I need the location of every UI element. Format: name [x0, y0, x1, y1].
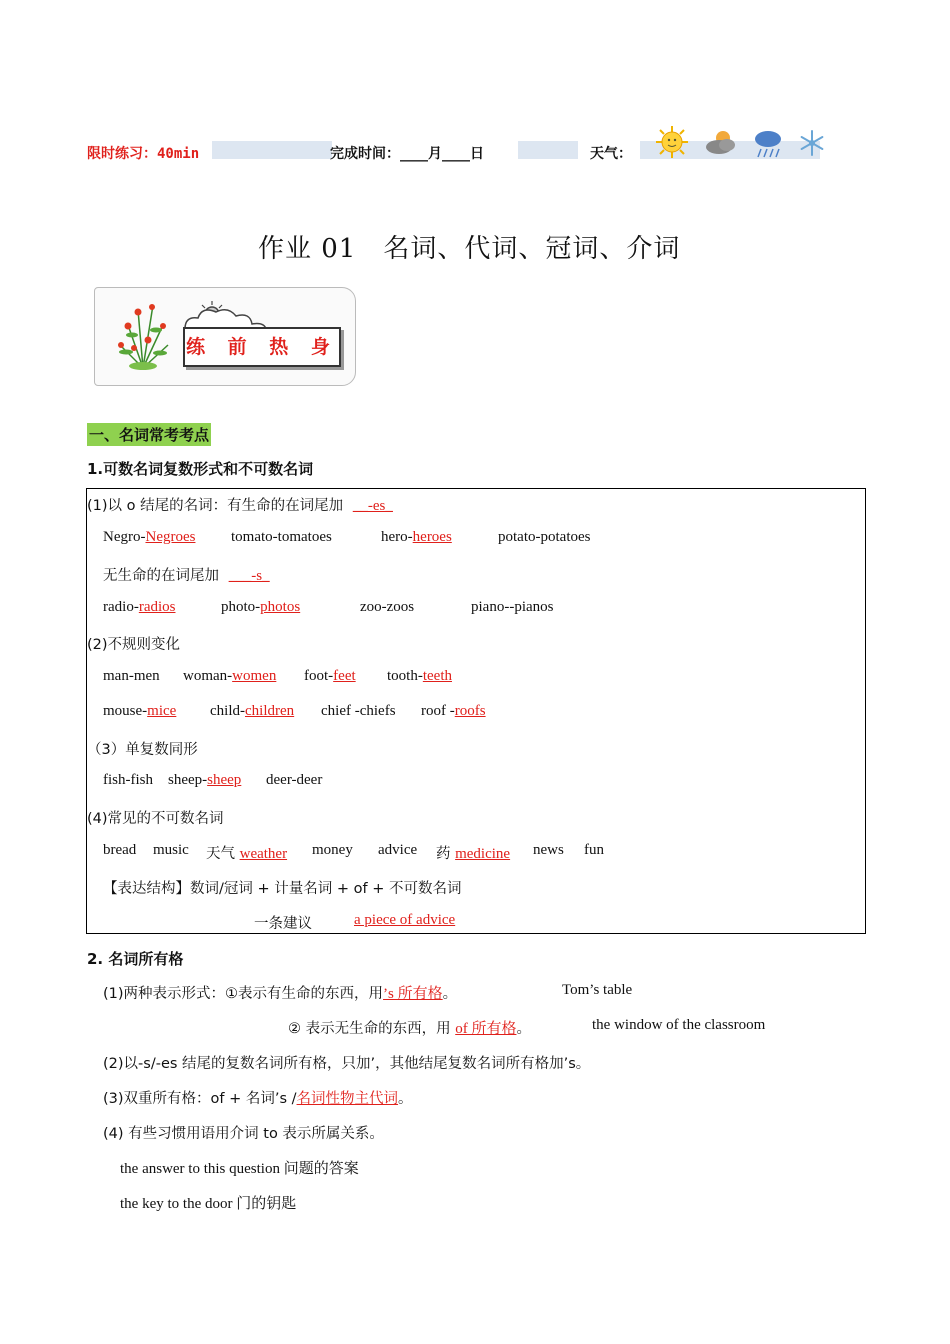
- answer-word: a piece of advice: [354, 912, 456, 928]
- word: sheep-: [168, 772, 208, 788]
- word: music: [153, 842, 189, 858]
- answer-word: sheep: [207, 772, 242, 788]
- warmup-label: 练 前 热 身: [183, 327, 341, 367]
- answer-word: radios: [138, 599, 176, 615]
- box-row: 【表达结构】数词/冠词 + 计量名词 + of + 不可数名词: [103, 881, 462, 897]
- word: fun: [584, 842, 604, 858]
- word: foot-: [304, 668, 334, 684]
- box-row: (4)常见的不可数名词: [87, 811, 224, 827]
- box-row: [103, 564, 270, 585]
- word: chief -chiefs: [321, 703, 396, 719]
- word: tomato-tomatoes: [231, 529, 332, 545]
- word: man-men: [103, 668, 160, 684]
- answer-word: feet: [333, 668, 356, 684]
- word: fish-fish: [103, 772, 153, 788]
- word: zoo-zoos: [360, 599, 415, 615]
- header-shade: [518, 141, 578, 159]
- row-text: (1)以 o 结尾的名词：有生命的在词尾加: [87, 498, 344, 514]
- flower-illustration-icon: [108, 290, 178, 370]
- paragraph: (2)以-s/-es 结尾的复数名词所有格，只加’，其他结尾复数名词所有格加’s。: [103, 1056, 591, 1072]
- word: potato-potatoes: [498, 529, 591, 545]
- word: child-: [210, 703, 245, 719]
- section-heading: 一、名词常考考点: [87, 423, 211, 446]
- word: advice: [378, 842, 418, 858]
- paragraph: [103, 1087, 413, 1108]
- word: piano--pianos: [471, 599, 554, 615]
- answer-word: Negroes: [145, 529, 196, 545]
- paragraph: [288, 1017, 531, 1038]
- header-shade: [212, 141, 332, 159]
- word: money: [312, 842, 353, 858]
- answer-word: weather: [239, 846, 288, 862]
- word: tooth-: [387, 668, 423, 684]
- time-limit: 限时练习：40min: [87, 146, 200, 162]
- word: woman-: [183, 668, 233, 684]
- snowflake-icon[interactable]: [798, 129, 826, 157]
- box-row: (2)不规则变化: [87, 637, 181, 653]
- paragraph: (4) 有些习惯用语用介词 to 表示所属关系。: [103, 1126, 384, 1142]
- para-text: (1)两种表示形式：①表示有生命的东西，用: [103, 986, 384, 1002]
- word: 药: [436, 846, 456, 862]
- example-text: Tom’s table: [562, 982, 633, 998]
- answer-blank: __-es_: [352, 498, 393, 514]
- answer-word: children: [245, 703, 295, 719]
- box-row: [103, 529, 195, 546]
- word: bread: [103, 842, 137, 858]
- partly-cloudy-icon[interactable]: [703, 128, 739, 156]
- answer-word: photos: [260, 599, 301, 615]
- para-text: 。: [398, 1091, 413, 1107]
- word: radio-: [103, 599, 139, 615]
- answer-word: mice: [147, 703, 177, 719]
- sun-icon[interactable]: [655, 125, 689, 159]
- rain-icon[interactable]: [753, 128, 785, 160]
- word: news: [533, 842, 564, 858]
- word: photo-: [221, 599, 261, 615]
- subsection-heading: 1.可数名词复数形式和不可数名词: [87, 460, 314, 478]
- answer-word: heroes: [412, 529, 452, 545]
- box-row: [87, 494, 393, 515]
- weather-label: 天气：: [590, 146, 632, 162]
- example-text: the key to the door 门的钥匙: [120, 1196, 297, 1212]
- answer-word: medicine: [455, 846, 511, 862]
- para-text: 。: [442, 986, 458, 1002]
- answer-blank: ___-s_: [228, 568, 270, 584]
- para-text: 。: [516, 1021, 531, 1037]
- answer-blank: of 所有格: [455, 1021, 517, 1037]
- answer-word: teeth: [422, 668, 452, 684]
- para-text: ② 表示无生命的东西，用: [288, 1021, 456, 1037]
- example-text: the window of the classroom: [592, 1017, 766, 1033]
- word: deer-deer: [266, 772, 323, 788]
- answer-word: roofs: [454, 703, 486, 719]
- answer-blank: ’s 所有格: [383, 986, 443, 1002]
- subsection-heading: 2. 名词所有格: [87, 950, 184, 968]
- paragraph: [103, 982, 457, 1003]
- row-text: 无生命的在词尾加: [103, 568, 219, 584]
- word: 天气: [206, 846, 240, 862]
- box-row: （3）单复数同形: [87, 742, 198, 758]
- answer-blank: 名词性物主代词: [296, 1091, 399, 1107]
- completion-time: 完成时间：____月____日: [330, 146, 484, 162]
- page-title: 作业 01 名词、代词、冠词、介词: [258, 234, 681, 264]
- example-text: the answer to this question 问题的答案: [120, 1161, 359, 1177]
- answer-word: women: [232, 668, 277, 684]
- cloud-sun-icon: [180, 300, 270, 330]
- word: Negro-: [103, 529, 146, 545]
- word: 一条建议: [254, 916, 312, 932]
- para-text: (3)双重所有格：of + 名词’s /: [103, 1091, 297, 1107]
- word: hero-: [381, 529, 413, 545]
- word: roof -: [421, 703, 455, 719]
- word: mouse-: [103, 703, 148, 719]
